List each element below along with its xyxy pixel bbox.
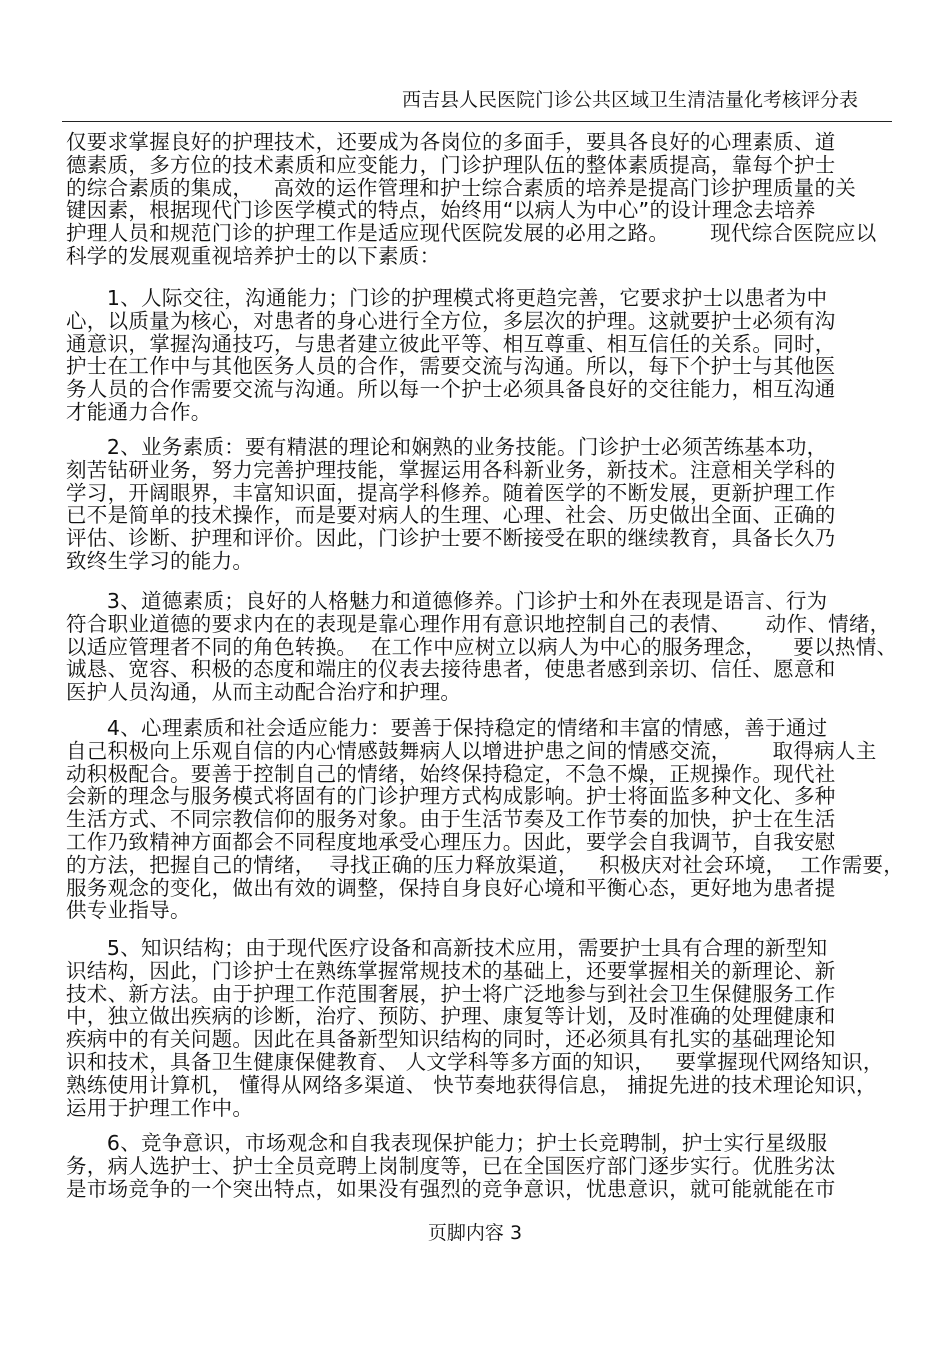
text-line: 诚恳、宽容、积极的态度和端庄的仪表去接待患者，使患者感到亲切、信任、愿意和 — [66, 657, 836, 682]
text-line: 工作乃致精神方面都会不同程度地承受心理压力。因此，要学会自我调节，自我安慰 — [66, 829, 836, 854]
paragraph-knowledge — [66, 937, 896, 1119]
paragraph-professional — [66, 436, 896, 573]
text-line: 自己积极向上乐观自信的内心情感鼓舞病人以增进护患之间的情感交流， 取得病人主 — [66, 738, 877, 763]
text-line: 5、知识结构；由于现代医疗设备和高新技术应用，需要护士具有合理的新型知 — [66, 936, 828, 960]
text-line: 中，独立做出疾病的诊断，治疗、预防、护理、康复等计划，及时准确的处理健康和 — [66, 1004, 836, 1029]
text-line: 技术、新方法。由于护理工作范围奢展，护士将广泛地参与到社会卫生保健服务工作 — [66, 981, 836, 1006]
text-line: 的方法，把握自己的情绪， 寻找正确的压力释放渠道， 积极庆对社会环境， 工作需要， — [66, 852, 905, 877]
text-line: 供专业指导。 — [66, 898, 191, 923]
document-header-title: 西吉县人民医院门诊公共区域卫生清洁量化考核评分表 — [401, 89, 858, 111]
text-line: 疾病中的有关问题。因此在具备新型知识结构的同时，还必须具有扎实的基础理论知 — [66, 1027, 836, 1052]
text-line: 动积极配合。要善于控制自己的情绪，始终保持稳定，不急不燥，正规操作。现代社 — [66, 761, 836, 786]
text-line: 生活方式、不同宗教信仰的服务对象。由于生活节奏及工作节奏的加快，护士在生活 — [66, 807, 836, 832]
text-line: 识结构，因此，门诊护士在熟练掌握常规技术的基础上，还要掌握相关的新理论、新 — [66, 958, 836, 983]
text-line: 熟练使用计算机， 懂得从网络多渠道、 快节奏地获得信息， 捕捉先进的技术理论知识， — [66, 1072, 877, 1097]
text-line: 的综合素质的集成， 高效的运作管理和护士综合素质的培养是提高门诊护理质量的关 — [66, 175, 857, 200]
text-line: 德素质，多方位的技术素质和应变能力，门诊护理队伍的整体素质提高，靠每个护士 — [66, 152, 836, 177]
paragraph-competition — [66, 1132, 896, 1200]
text-line: 护士在工作中与其他医务人员的合作，需要交流与沟通。所以，每下个护士与其他医 — [66, 354, 836, 379]
paragraph-communication — [66, 287, 896, 424]
intro-paragraph — [66, 131, 896, 268]
text-line: 科学的发展观重视培养护士的以下素质： — [66, 243, 441, 268]
text-line: 3、道德素质；良好的人格魅力和道德修养。门诊护士和外在表现是语言、行为 — [66, 589, 828, 613]
paragraph-psychology — [66, 716, 905, 923]
text-line: 1、人际交往，沟通能力；门诊的护理模式将更趋完善，它要求护士以患者为中 — [66, 286, 828, 310]
text-line: 刻苦钻研业务，努力完善护理技能，掌握运用各科新业务，新技术。注意相关学科的 — [66, 457, 836, 482]
page-footer: 页脚内容 3 — [427, 1222, 523, 1244]
text-line: 4、心理素质和社会适应能力：要善于保持稳定的情绪和丰富的情感，善于通过 — [66, 716, 828, 740]
text-line: 运用于护理工作中。 — [66, 1095, 254, 1120]
text-line: 已不是简单的技术操作，而是要对病人的生理、心理、社会、历史做出全面、正确的 — [66, 503, 836, 528]
text-line: 是市场竞争的一个突出特点，如果没有强烈的竞争意识，忧患意识，就可能就能在市 — [66, 1176, 836, 1201]
text-line: 心，以质量为核心，对患者的身心进行全方位，多层次的护理。这就要护士必须有沟 — [66, 308, 836, 333]
text-line: 评估、诊断、护理和评价。因此，门诊护士要不断接受在职的继续教育，具备长久乃 — [66, 526, 836, 551]
text-line: 键因素，根据现代门诊医学模式的特点，始终用“以病人为中心”的设计理念去培养 — [66, 198, 816, 223]
text-line: 致终生学习的能力。 — [66, 548, 254, 573]
text-line: 6、竞争意识，市场观念和自我表现保护能力；护士长竞聘制，护士实行星级服 — [66, 1131, 828, 1155]
text-line: 2、业务素质：要有精湛的理论和娴熟的业务技能。门诊护士必须苦练基本功， — [66, 435, 828, 459]
text-line: 医护人员沟通，从而主动配合治疗和护理。 — [66, 680, 462, 705]
text-line: 识和技术，具备卫生健康保健教育、 人文学科等多方面的知识， 要掌握现代网络知识， — [66, 1049, 884, 1074]
text-line: 符合职业道德的要求内在的表现是靠心理作用有意识地控制自己的表情、 动作、情绪， — [66, 611, 891, 636]
header-divider — [62, 121, 892, 122]
text-line: 务人员的合作需要交流与沟通。所以每一个护士必须具备良好的交往能力，相互沟通 — [66, 377, 836, 402]
text-line: 服务观念的变化，做出有效的调整，保持自身良好心境和平衡心态，更好地为患者提 — [66, 875, 836, 900]
text-line: 护理人员和规范门诊的护理工作是适应现代医院发展的必用之路。 现代综合医院应以 — [66, 221, 877, 246]
text-line: 才能通力合作。 — [66, 399, 212, 424]
text-line: 会新的理念与服务模式将固有的门诊护理方式构成影响。护士将面监多种文化、多种 — [66, 784, 836, 809]
paragraph-ethics — [66, 590, 896, 704]
text-line: 以适应管理者不同的角色转换。 在工作中应树立以病人为中心的服务理念， 要以热情、 — [66, 634, 898, 659]
text-line: 学习，开阔眼界，丰富知识面，提高学科修养。随着医学的不断发展，更新护理工作 — [66, 480, 836, 505]
text-line: 通意识，掌握沟通技巧，与患者建立彼此平等、相互尊重、相互信任的关系。同时， — [66, 331, 836, 356]
text-line: 仅要求掌握良好的护理技术，还要成为各岗位的多面手，要具各良好的心理素质、道 — [66, 130, 836, 154]
text-line: 务，病人选护士、护士全员竞聘上岗制度等，已在全国医疗部门逐步实行。优胜劣汰 — [66, 1153, 836, 1178]
